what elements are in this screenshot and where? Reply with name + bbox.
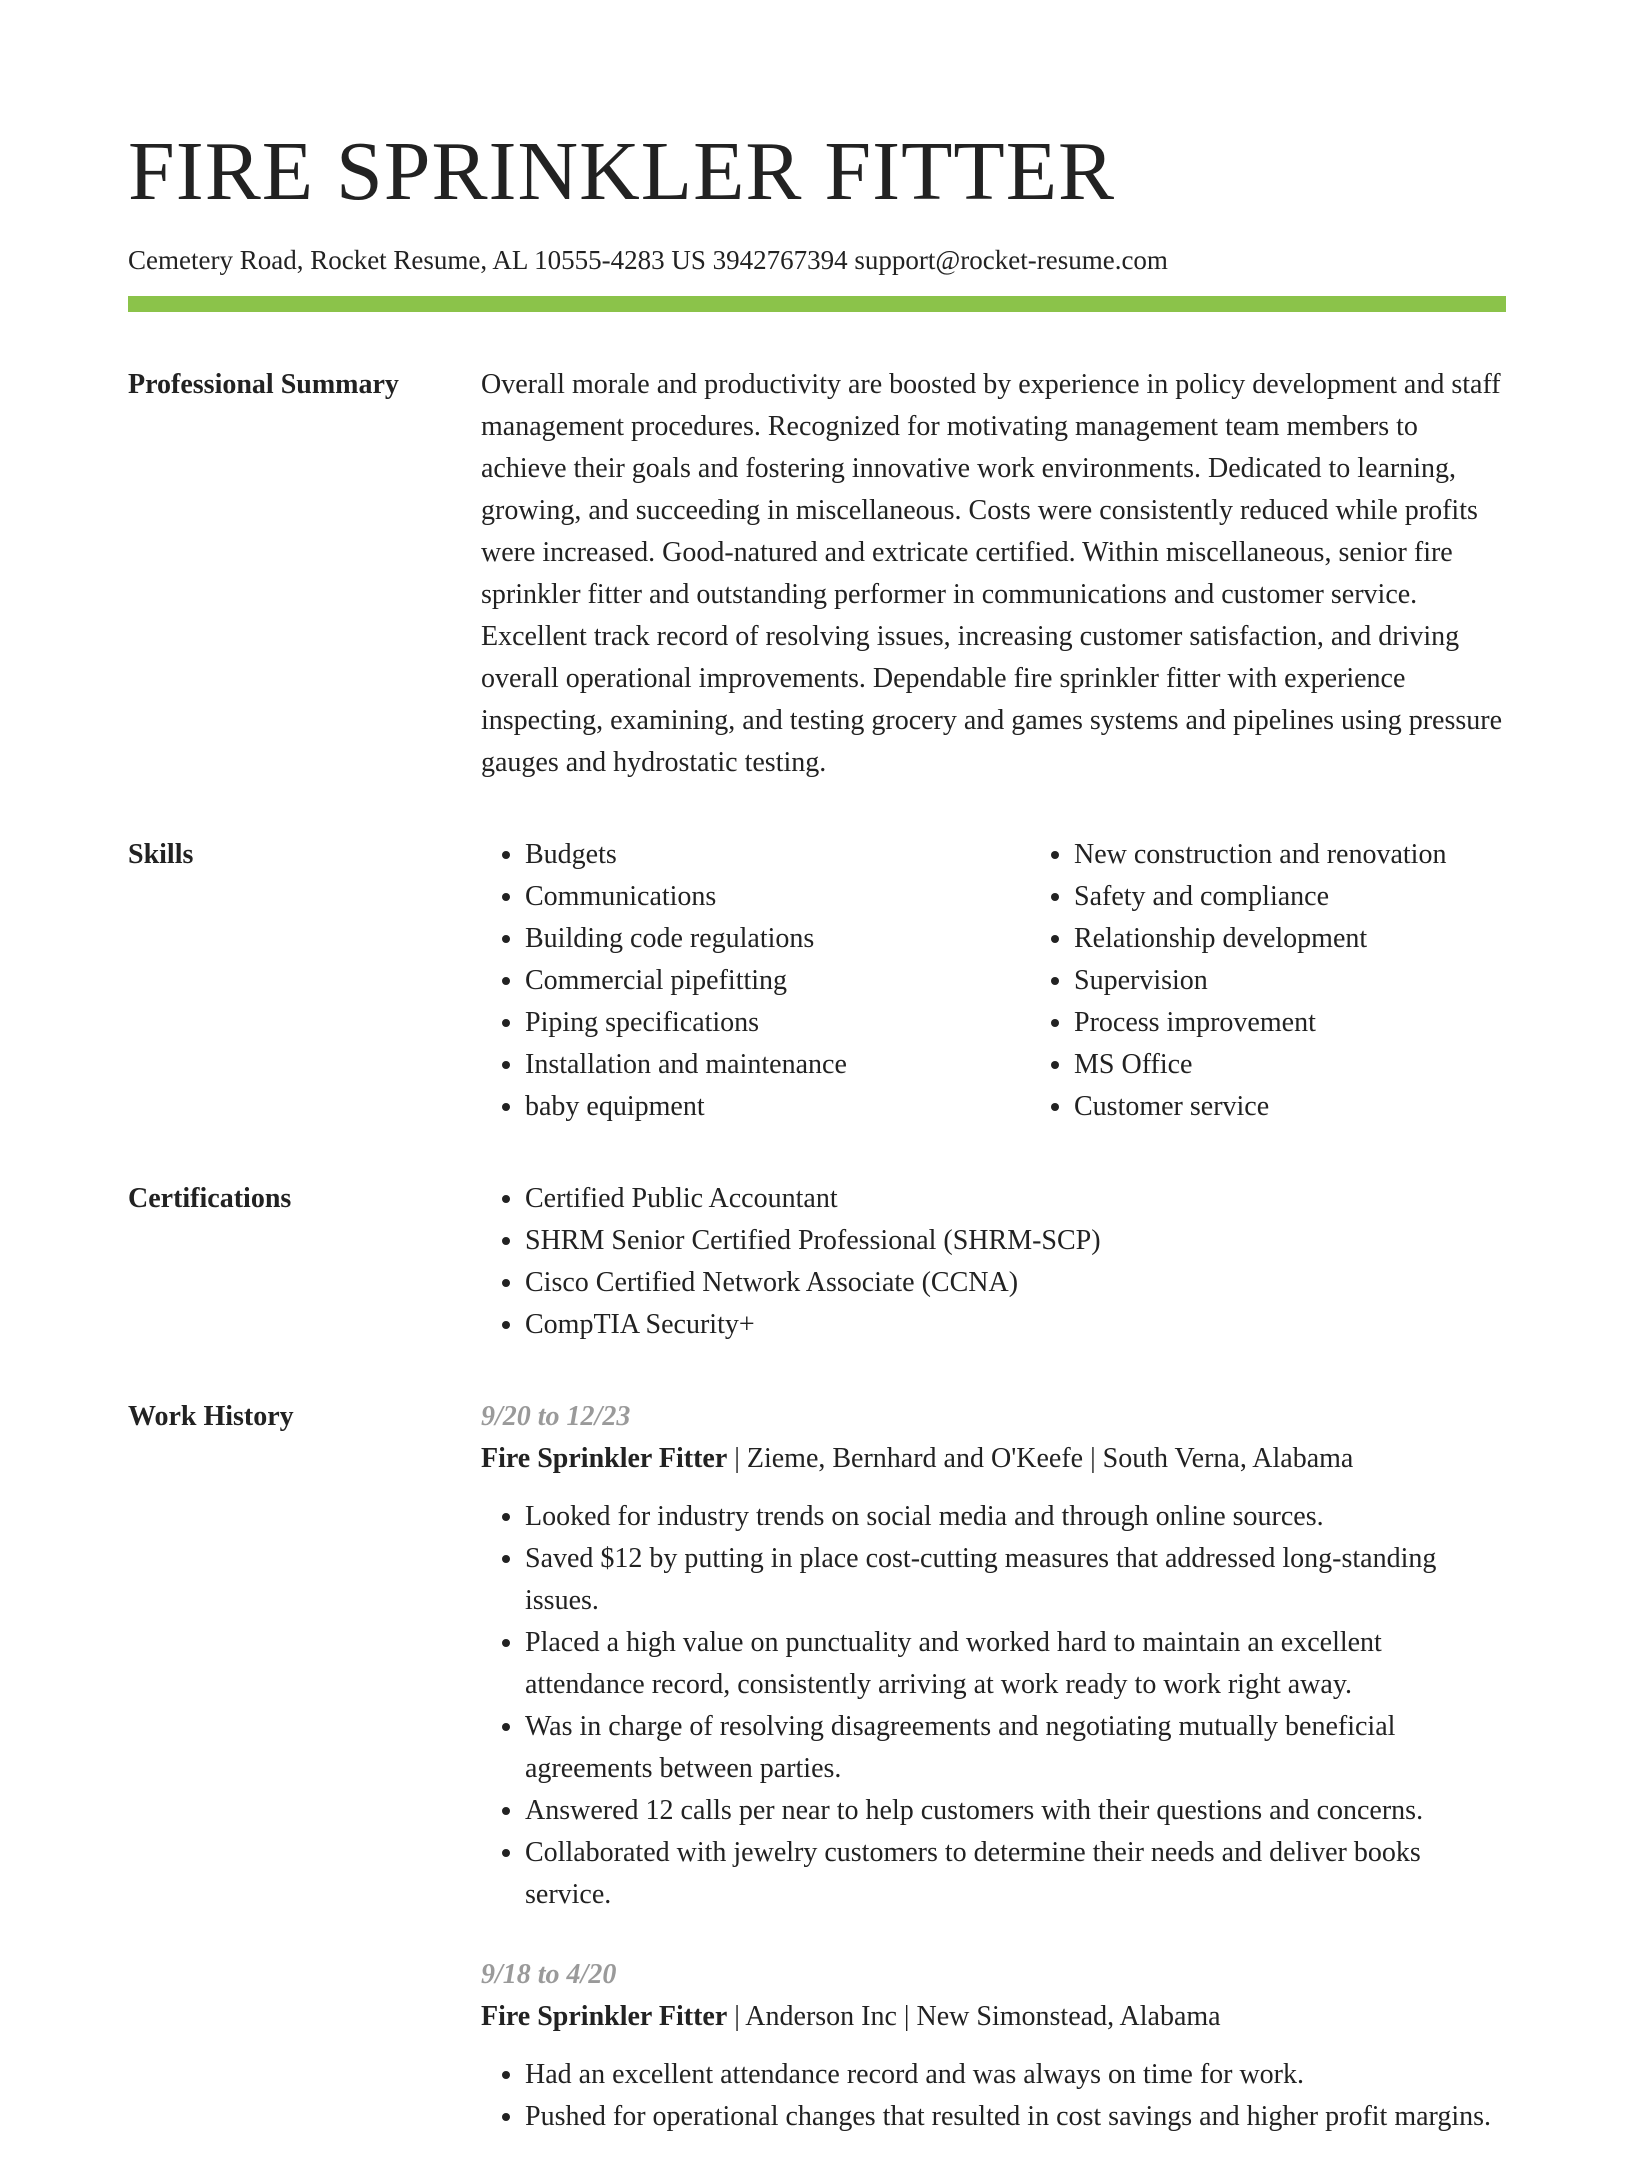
skill-item: • Building code regulations [525,918,1030,960]
summary-text: Overall morale and productivity are boosted by experience in policy development and staff management procedures. Recognized for motivating management team members to achieve their goals and fostering innovative work environments. Dedicated to learning, growing, and succeeding in miscellaneous. Costs were consistently reduced while profits were increased. Good-natured and extricate certified. Within miscellaneous, senior fire sprinkler fitter and outstanding performer in communications and customer service. Excellent track record of resolving issues, increasing customer satisfaction, and driving overall operational improvements. Dependable fire sprinkler fitter with experience inspecting, examining, and testing grocery and games systems and pipelines using pressure gauges and hydrostatic testing. [481,369,1503,778]
skills-section [128,834,1506,1128]
skill-item: • New construction and renovation [1074,834,1579,876]
job-entry [481,1954,1506,2138]
skill-item: • Commercial pipefitting [525,960,1030,1002]
section-content [481,364,1506,784]
job-title: Fire Sprinkler Fitter [481,1443,728,1474]
skill-item: • Relationship development [1074,918,1579,960]
job-title: Fire Sprinkler Fitter [481,2001,728,2032]
job-details: | Anderson Inc | New Simonstead, Alabama [727,2001,1221,2032]
job-bullet: • Collaborated with jewelry customers to determine their needs and deliver books service. [525,1832,1506,1916]
resume-page [128,0,1506,2176]
skill-item: • Customer service [1074,1086,1579,1128]
work-history-section [128,1396,1506,2176]
header-divider [128,296,1506,312]
skill-item: • Installation and maintenance [525,1044,1030,1086]
job-bullet: • Pushed for operational changes that resulted in cost savings and higher profit margins. [525,2096,1506,2138]
certifications-section [128,1178,1506,1346]
skills-list-left [481,834,1030,1128]
skill-item: • Safety and compliance [1074,876,1579,918]
candidate-name: FIRE SPRINKLER FITTER [128,125,1116,218]
job-bullets [481,2054,1506,2138]
skill-item: • Process improvement [1074,1002,1579,1044]
skill-item: • Communications [525,876,1030,918]
certifications-list [481,1178,1506,1346]
certification-item: • SHRM Senior Certified Professional (SHRM-SCP) [525,1220,1506,1262]
skills-list-right [1030,834,1579,1128]
contact-line: Cemetery Road, Rocket Resume, AL 10555-4283 US 3942767394 support@rocket-resume.com [128,245,1168,275]
job-bullet: • Placed a high value on punctuality and worked hard to maintain an excellent attendance record, consistently arriving at work ready to work right away. [525,1622,1506,1706]
skill-item: • Supervision [1074,960,1579,1002]
job-bullets [481,1496,1506,1916]
skill-item: • Piping specifications [525,1002,1030,1044]
skill-item: • MS Office [1074,1044,1579,1086]
job-bullet: • Answered 12 calls per near to help customers with their questions and concerns. [525,1790,1506,1832]
section-label: Work History [128,1401,294,1432]
job-bullet: • Had an excellent attendance record and was always on time for work. [525,2054,1506,2096]
job-bullet: • Looked for industry trends on social media and through online sources. [525,1496,1506,1538]
section-label: Skills [128,839,194,870]
job-bullet: • Saved $12 by putting in place cost-cutting measures that addressed long-standing issues. [525,1538,1506,1622]
skills-columns [481,834,1579,1128]
skill-item: • baby equipment [525,1086,1030,1128]
job-entry [481,1396,1506,1916]
job-heading [481,1438,1506,1480]
job-date: 9/18 to 4/20 [481,1959,617,1990]
job-bullet: • Was in charge of resolving disagreements and negotiating mutually beneficial agreements between parties. [525,1706,1506,1790]
section-label: Certifications [128,1183,292,1214]
section-content [481,1178,1506,1346]
certification-item: • Cisco Certified Network Associate (CCNA) [525,1262,1506,1304]
job-date: 9/20 to 12/23 [481,1401,631,1432]
summary-section [128,364,1506,784]
section-label: Professional Summary [128,369,399,400]
job-heading [481,1996,1506,2038]
certification-item: • Certified Public Accountant [525,1178,1506,1220]
certification-item: • CompTIA Security+ [525,1304,1506,1346]
section-content [481,1396,1506,2176]
job-details: | Zieme, Bernhard and O'Keefe | South Verna, Alabama [727,1443,1354,1474]
skill-item: • Budgets [525,834,1030,876]
